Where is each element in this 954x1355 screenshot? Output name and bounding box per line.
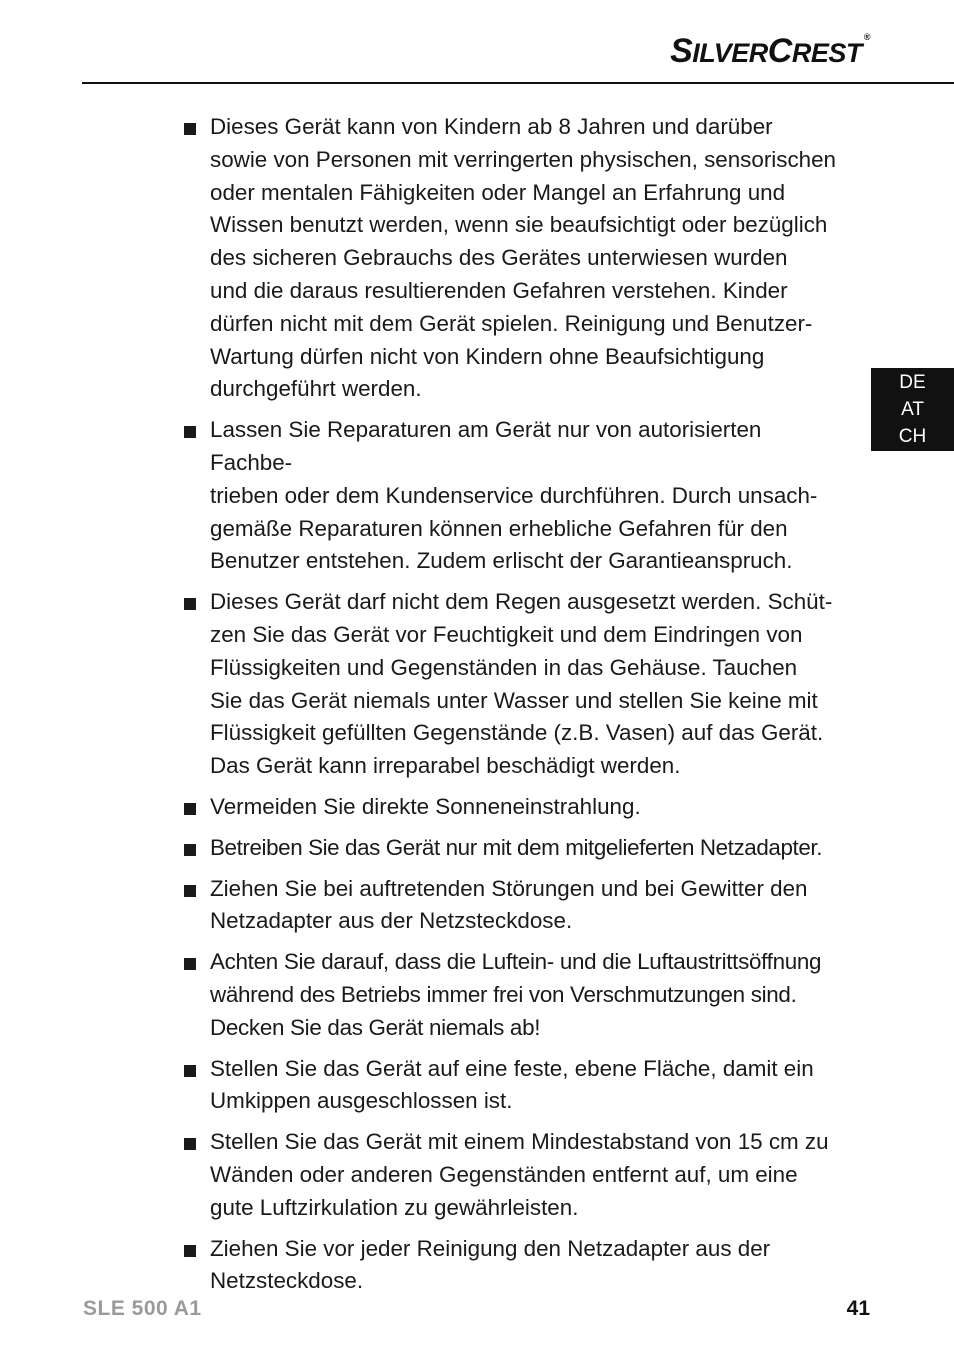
list-item [184, 1053, 844, 1119]
brand-logo [670, 32, 870, 71]
list-item-text: Achten Sie darauf, dass die Luftein- und die Luftaustrittsöffnung während des Betriebs immer frei von Verschmutzungen sind. Decken Sie das Gerät niemals ab! [210, 949, 822, 1040]
header-rule [82, 82, 954, 84]
list-item [184, 586, 844, 783]
list-item-text: Stellen Sie das Gerät mit einem Mindestabstand von 15 cm zu Wänden oder anderen Gegenständen entfernt auf, um eine gute Luftzirkulation zu gewährleisten. [210, 1129, 829, 1220]
list-item [184, 414, 844, 578]
footer-model-number: SLE 500 A1 [83, 1297, 202, 1320]
safety-list [184, 111, 844, 1306]
logo-rest: REST [791, 38, 862, 68]
list-item-text: Ziehen Sie bei auftretenden Störungen und bei Gewitter den Netzadapter aus der Netzsteckdose. [210, 875, 808, 934]
list-item [184, 111, 844, 406]
square-bullet-icon [184, 958, 196, 970]
square-bullet-icon [184, 803, 196, 815]
list-item-text: Dieses Gerät kann von Kindern ab 8 Jahren und darüber sowie von Personen mit verringerten physischen, sensorischen oder mentalen Fähigkeiten oder Mangel an Erfahrung und Wissen benutzt werden, wenn sie beaufsichtigt oder bezüglich des sicheren Gebrauchs des Gerätes unterwiesen wurden und die daraus resultierenden Gefahren verstehen. Kinder dürfen nicht mit dem Gerät spielen. Reinigung und Benutzer- Wartung dürfen nicht von Kindern ohne Beaufsichtigung durchgeführt werden. [210, 114, 837, 402]
square-bullet-icon [184, 844, 196, 856]
language-tab [871, 368, 954, 451]
list-item [184, 1126, 844, 1224]
square-bullet-icon [184, 1065, 196, 1077]
list-item [184, 832, 844, 865]
list-item-text: Ziehen Sie vor jeder Reinigung den Netzadapter aus der Netzsteckdose. [210, 1235, 771, 1294]
logo-c: C [767, 32, 792, 70]
square-bullet-icon [184, 426, 196, 438]
list-item-text: Vermeiden Sie direkte Sonneneinstrahlung. [210, 793, 641, 819]
registered-mark: ® [863, 32, 870, 42]
page-number: 41 [846, 1297, 870, 1320]
language-ch: CH [898, 426, 927, 447]
logo-ilver: ILVER [692, 38, 768, 68]
list-item-text: Lassen Sie Reparaturen am Gerät nur von autorisierten Fachbe- trieben oder dem Kundenservice durchführen. Durch unsach- gemäße Reparaturen können erhebliche Gefahren für den Benutzer entstehen. Zudem erlischt der Garantieanspruch. [210, 417, 818, 574]
list-item [184, 1233, 844, 1299]
square-bullet-icon [184, 598, 196, 610]
square-bullet-icon [184, 1245, 196, 1257]
list-item-text: Dieses Gerät darf nicht dem Regen ausgesetzt werden. Schüt- zen Sie das Gerät vor Feuchtigkeit und dem Eindringen von Flüssigkeiten und Gegenständen in das Gehäuse. Tauchen Sie das Gerät niemals unter Wasser und stellen Sie keine mit Flüssigkeit gefüllten Gegenstände (z.B. Vasen) auf das Gerät. Das Gerät kann irreparabel beschädigt werden. [210, 589, 833, 779]
language-de: DE [899, 372, 926, 393]
square-bullet-icon [184, 1138, 196, 1150]
list-item-text: Betreiben Sie das Gerät nur mit dem mitgelieferten Netzadapter. [210, 834, 823, 860]
language-at: AT [901, 399, 924, 420]
list-item [184, 791, 844, 824]
list-item-text: Stellen Sie das Gerät auf eine feste, ebene Fläche, damit ein Umkippen ausgeschlossen ist. [210, 1055, 814, 1114]
list-item [184, 946, 844, 1044]
square-bullet-icon [184, 885, 196, 897]
logo-s: S [670, 32, 693, 70]
list-item [184, 873, 844, 939]
square-bullet-icon [184, 123, 196, 135]
